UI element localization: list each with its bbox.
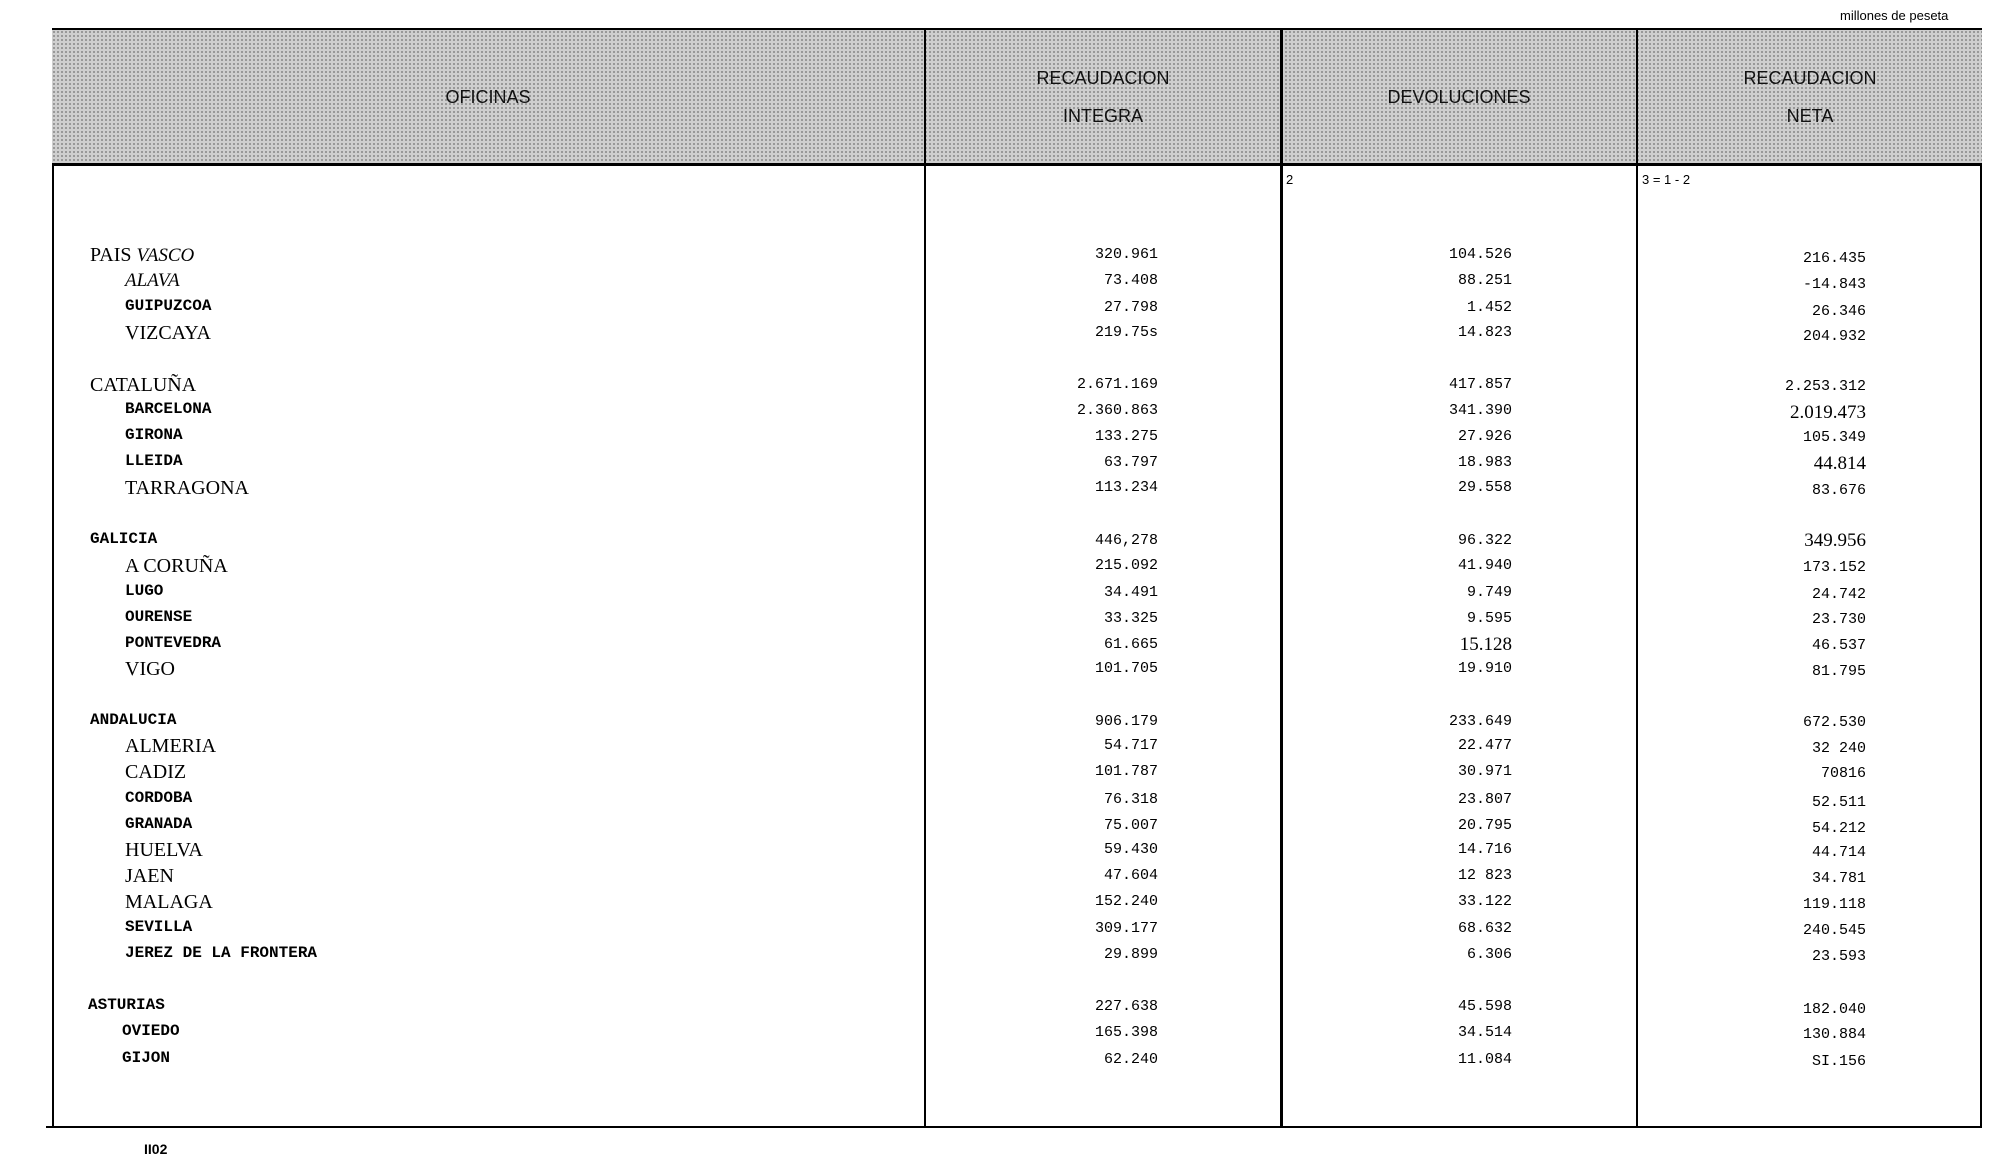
integra-value: 73.408 [1103, 272, 1158, 289]
integra-value: 59.430 [1103, 841, 1158, 858]
header-recaudacion-integra: RECAUDACION INTEGRA [1036, 67, 1170, 126]
table-row [0, 374, 2000, 396]
integra-value: 906.179 [1094, 713, 1158, 730]
table-row [0, 608, 2000, 630]
neta-value: -14.843 [1802, 276, 1866, 293]
integra-value: 54.717 [1103, 737, 1158, 754]
integra-value: 61.665 [1103, 636, 1158, 653]
table-row [0, 244, 2000, 266]
integra-value: 62.240 [1103, 1051, 1158, 1068]
integra-value: 101.705 [1094, 660, 1158, 677]
devoluciones-value: 19.910 [1457, 660, 1512, 677]
region-name: CATALUÑA [90, 374, 197, 396]
neta-value: 182.040 [1802, 1001, 1866, 1018]
integra-value: 133.275 [1094, 428, 1158, 445]
integra-value: 2.671.169 [1076, 376, 1158, 393]
office-name: GRANADA [125, 815, 193, 833]
neta-value: 34.781 [1811, 870, 1866, 887]
office-name: JEREZ DE LA FRONTERA [125, 944, 318, 962]
office-name: BARCELONA [125, 400, 212, 418]
neta-value: 81.795 [1811, 663, 1866, 680]
table-row [0, 996, 2000, 1018]
devoluciones-value: 12 823 [1457, 867, 1512, 884]
office-name: PONTEVEDRA [125, 634, 222, 652]
integra-value: 165.398 [1094, 1024, 1158, 1041]
table-row [0, 426, 2000, 448]
office-name: JAEN [125, 865, 174, 887]
table-row [0, 555, 2000, 577]
table-row [0, 530, 2000, 552]
neta-value: 44.814 [1813, 453, 1866, 474]
neta-value: 119.118 [1802, 896, 1866, 913]
devoluciones-value: 9.595 [1466, 610, 1512, 627]
devoluciones-value: 233.649 [1448, 713, 1512, 730]
table-row [0, 891, 2000, 913]
neta-value: 23.593 [1811, 948, 1866, 965]
table-row [0, 865, 2000, 887]
region-name: ASTURIAS [88, 996, 165, 1014]
table-row [0, 322, 2000, 344]
table-row [0, 477, 2000, 499]
devoluciones-value: 6.306 [1466, 946, 1512, 963]
devoluciones-value: 30.971 [1457, 763, 1512, 780]
neta-value: 23.730 [1811, 611, 1866, 628]
neta-value: 52.511 [1811, 794, 1866, 811]
devoluciones-value: 29.558 [1457, 479, 1512, 496]
devoluciones-value: 1.452 [1466, 299, 1512, 316]
table-bottom-border [46, 1126, 1982, 1128]
office-name: GIRONA [125, 426, 183, 444]
devoluciones-value: 41.940 [1457, 557, 1512, 574]
neta-value: 70816 [1820, 765, 1866, 782]
header-oficinas: OFICINAS [445, 86, 531, 107]
neta-value: 349.956 [1804, 530, 1866, 551]
neta-value: 216.435 [1802, 250, 1866, 267]
devoluciones-value: 417.857 [1448, 376, 1512, 393]
office-name: GIJON [122, 1049, 171, 1067]
table-row [0, 1049, 2000, 1071]
devoluciones-value: 88.251 [1457, 272, 1512, 289]
devoluciones-value: 11.084 [1457, 1051, 1512, 1068]
neta-value: 83.676 [1811, 482, 1866, 499]
neta-value: 24.742 [1811, 586, 1866, 603]
office-name: LLEIDA [125, 452, 183, 470]
office-name: CADIZ [125, 761, 187, 783]
devoluciones-value: 33.122 [1457, 893, 1512, 910]
neta-value: 26.346 [1811, 303, 1866, 320]
column-number-neta: 3 = 1 - 2 [1642, 172, 1691, 187]
table-row [0, 452, 2000, 474]
header-recaudacion-neta: RECAUDACION NETA [1743, 67, 1877, 126]
page-number: II02 [144, 1141, 168, 1157]
devoluciones-value: 34.514 [1457, 1024, 1512, 1041]
devoluciones-value: 15.128 [1459, 634, 1512, 655]
neta-value: 204.932 [1802, 328, 1866, 345]
neta-value: 672.530 [1802, 714, 1866, 731]
office-name: OVIEDO [122, 1022, 180, 1040]
neta-value: 240.545 [1802, 922, 1866, 939]
table-row [0, 815, 2000, 837]
devoluciones-value: 96.322 [1457, 532, 1512, 549]
devoluciones-value: 14.716 [1457, 841, 1512, 858]
devoluciones-value: 22.477 [1457, 737, 1512, 754]
integra-value: 320.961 [1094, 246, 1158, 263]
integra-value: 101.787 [1094, 763, 1158, 780]
devoluciones-value: 23.807 [1457, 791, 1512, 808]
devoluciones-value: 68.632 [1457, 920, 1512, 937]
office-name: CORDOBA [125, 789, 193, 807]
office-name: OURENSE [125, 608, 193, 626]
integra-value: 219.75s [1094, 324, 1158, 341]
table-row [0, 789, 2000, 811]
table-row [0, 735, 2000, 757]
table-row [0, 1022, 2000, 1044]
devoluciones-value: 45.598 [1457, 998, 1512, 1015]
devoluciones-value: 9.749 [1466, 584, 1512, 601]
devoluciones-value: 104.526 [1448, 246, 1512, 263]
neta-value: SI.156 [1811, 1053, 1866, 1070]
integra-value: 76.318 [1103, 791, 1158, 808]
office-name: TARRAGONA [125, 477, 249, 499]
table-row [0, 582, 2000, 604]
neta-value: 44.714 [1811, 844, 1866, 861]
neta-value: 32 240 [1811, 740, 1866, 757]
header-devoluciones: DEVOLUCIONES [1387, 86, 1531, 107]
table-header [52, 30, 1982, 166]
integra-value: 33.325 [1103, 610, 1158, 627]
region-name: GALICIA [90, 530, 158, 548]
office-name: ALAVA [125, 270, 180, 291]
neta-value: 173.152 [1802, 559, 1866, 576]
neta-value: 2.253.312 [1784, 378, 1866, 395]
region-name: PAIS VASCO [90, 244, 195, 266]
table-row [0, 400, 2000, 422]
office-name: LUGO [125, 582, 164, 600]
devoluciones-value: 341.390 [1448, 402, 1512, 419]
neta-value: 46.537 [1811, 637, 1866, 654]
office-name: SEVILLA [125, 918, 193, 936]
table-row [0, 270, 2000, 292]
integra-value: 227.638 [1094, 998, 1158, 1015]
integra-value: 2.360.863 [1076, 402, 1158, 419]
neta-value: 54.212 [1811, 820, 1866, 837]
integra-value: 215.092 [1094, 557, 1158, 574]
integra-value: 309.177 [1094, 920, 1158, 937]
integra-value: 446,278 [1094, 532, 1158, 549]
integra-value: 152.240 [1094, 893, 1158, 910]
devoluciones-value: 20.795 [1457, 817, 1512, 834]
table-row [0, 658, 2000, 680]
table-row [0, 839, 2000, 861]
table-row [0, 711, 2000, 733]
table-row [0, 944, 2000, 966]
office-name: GUIPUZCOA [125, 297, 212, 315]
column-number-devoluciones: 2 [1286, 172, 1294, 187]
units-note: millones de peseta [1840, 8, 1949, 23]
integra-value: 47.604 [1103, 867, 1158, 884]
office-name: HUELVA [125, 839, 203, 861]
office-name: VIGO [125, 658, 175, 680]
integra-value: 63.797 [1103, 454, 1158, 471]
region-name: ANDALUCIA [90, 711, 177, 729]
devoluciones-value: 14.823 [1457, 324, 1512, 341]
integra-value: 75.007 [1103, 817, 1158, 834]
table-row [0, 634, 2000, 656]
table-row [0, 761, 2000, 783]
integra-value: 113.234 [1094, 479, 1158, 496]
devoluciones-value: 27.926 [1457, 428, 1512, 445]
office-name: A CORUÑA [125, 555, 228, 577]
integra-value: 27.798 [1103, 299, 1158, 316]
table-row [0, 918, 2000, 940]
office-name: VIZCAYA [125, 322, 211, 344]
neta-value: 105.349 [1802, 429, 1866, 446]
office-name: ALMERIA [125, 735, 217, 757]
neta-value: 130.884 [1802, 1026, 1866, 1043]
office-name: MALAGA [125, 891, 213, 913]
integra-value: 34.491 [1103, 584, 1158, 601]
table-row [0, 297, 2000, 319]
integra-value: 29.899 [1103, 946, 1158, 963]
devoluciones-value: 18.983 [1457, 454, 1512, 471]
neta-value: 2.019.473 [1790, 402, 1866, 423]
